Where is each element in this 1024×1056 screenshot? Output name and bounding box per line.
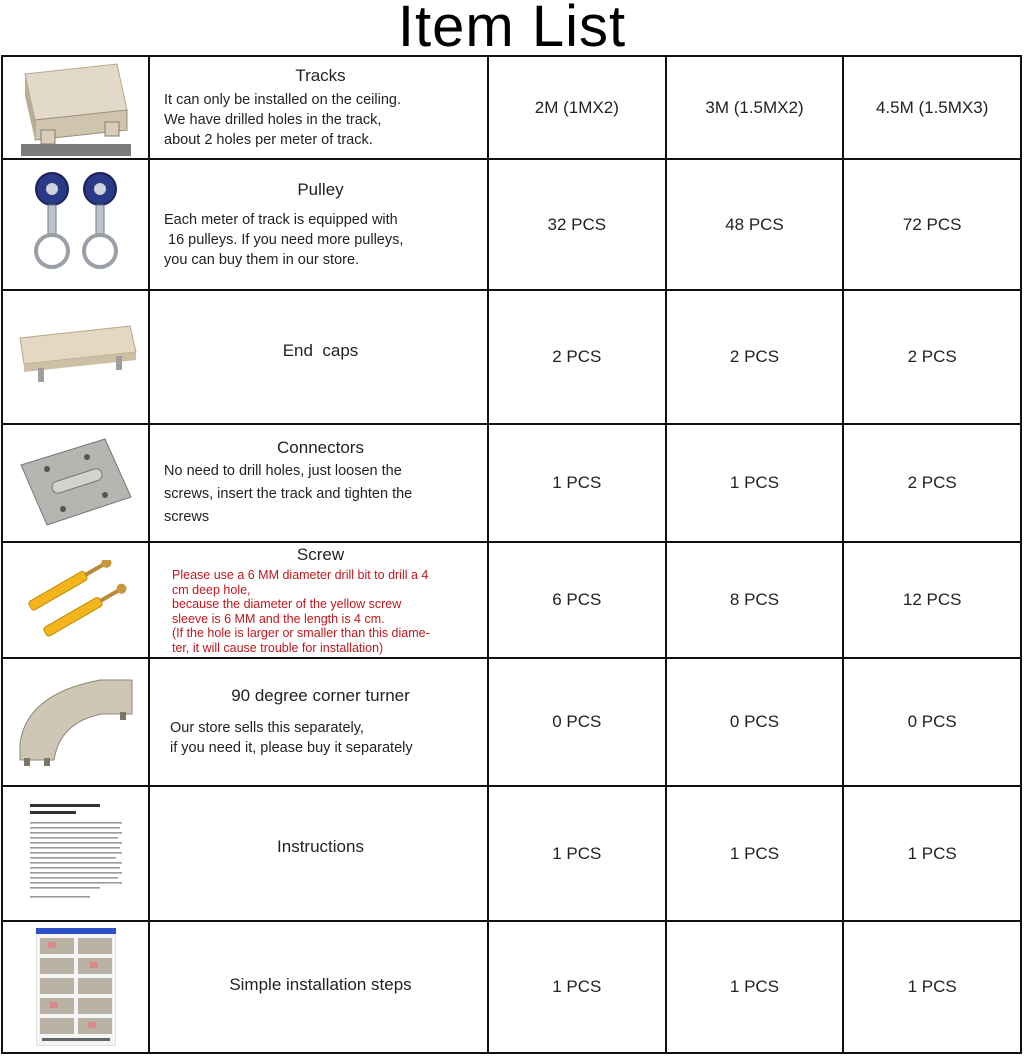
item-note: because the diameter of the yellow screw xyxy=(172,597,402,611)
item-description-cell xyxy=(149,786,488,921)
installation-steps-sheet-icon xyxy=(36,928,116,1046)
item-note: Our store sells this separately, xyxy=(170,720,364,736)
qty-2m: 1 PCS xyxy=(488,921,666,1053)
item-name: 90 degree corner turner xyxy=(231,686,410,705)
table-row xyxy=(2,542,1021,658)
qty-4-5m: 4.5M (1.5MX3) xyxy=(843,56,1021,159)
pulley-icon xyxy=(26,167,126,283)
item-note: ter, it will cause trouble for installation) xyxy=(172,640,384,655)
item-image-cell xyxy=(2,56,149,159)
qty-4-5m: 1 PCS xyxy=(843,921,1021,1053)
connector-plate-icon xyxy=(17,435,135,531)
item-name: Pulley xyxy=(297,179,344,199)
item-name: Screw xyxy=(296,545,345,564)
item-name: Tracks xyxy=(295,65,346,85)
page-title: Item List xyxy=(397,0,627,59)
item-name: Connectors xyxy=(277,437,364,457)
table-row xyxy=(2,658,1021,786)
end-cap-icon xyxy=(14,324,138,390)
item-image-cell xyxy=(2,424,149,542)
item-description-cell xyxy=(149,56,488,159)
item-description-cell xyxy=(149,542,488,658)
item-name: End caps xyxy=(282,341,359,360)
item-image-cell xyxy=(2,159,149,290)
qty-3m: 8 PCS xyxy=(666,542,844,658)
item-note: if you need it, please buy it separately xyxy=(170,740,413,756)
qty-4-5m: 1 PCS xyxy=(843,786,1021,921)
table-row xyxy=(2,56,1021,159)
table-row xyxy=(2,786,1021,921)
item-description-cell xyxy=(149,921,488,1053)
item-description-cell xyxy=(149,159,488,290)
item-name: Simple installation steps xyxy=(229,975,412,994)
item-note: Each meter of track is equipped with xyxy=(164,211,398,228)
qty-2m: 0 PCS xyxy=(488,658,666,786)
item-image-cell xyxy=(2,921,149,1053)
screw-anchor-icon xyxy=(21,560,131,640)
qty-3m: 0 PCS xyxy=(666,658,844,786)
qty-2m: 32 PCS xyxy=(488,159,666,290)
qty-3m: 1 PCS xyxy=(666,424,844,542)
qty-3m: 3M (1.5MX2) xyxy=(666,56,844,159)
qty-2m: 2 PCS xyxy=(488,290,666,424)
item-note: No need to drill holes, just loosen the xyxy=(164,462,402,479)
qty-2m: 1 PCS xyxy=(488,786,666,921)
table-row xyxy=(2,424,1021,542)
item-note: Please use a 6 MM diameter drill bit to drill a 4 xyxy=(172,568,429,582)
item-description-cell xyxy=(149,290,488,424)
qty-4-5m: 2 PCS xyxy=(843,290,1021,424)
item-name: Instructions xyxy=(277,836,364,856)
qty-3m: 1 PCS xyxy=(666,921,844,1053)
qty-3m: 48 PCS xyxy=(666,159,844,290)
table-row xyxy=(2,159,1021,290)
item-description-cell xyxy=(149,658,488,786)
item-note: sleeve is 6 MM and the length is 4 cm. xyxy=(172,611,385,626)
table-row xyxy=(2,921,1021,1053)
qty-2m: 1 PCS xyxy=(488,424,666,542)
table-row xyxy=(2,290,1021,424)
item-list-table xyxy=(1,55,1022,1054)
item-note: cm deep hole, xyxy=(172,582,251,597)
qty-3m: 1 PCS xyxy=(666,786,844,921)
qty-4-5m: 72 PCS xyxy=(843,159,1021,290)
item-note: screws, insert the track and tighten the xyxy=(164,485,413,502)
item-image-cell xyxy=(2,542,149,658)
item-note: (If the hole is larger or smaller than this diame- xyxy=(172,626,430,640)
item-note: 16 pulleys. If you need more pulleys, xyxy=(164,231,404,248)
qty-4-5m: 12 PCS xyxy=(843,542,1021,658)
item-note: It can only be installed on the ceiling. xyxy=(164,91,401,108)
item-image-cell xyxy=(2,658,149,786)
qty-4-5m: 0 PCS xyxy=(843,658,1021,786)
item-note: We have drilled holes in the track, xyxy=(164,111,382,128)
item-note: you can buy them in our store. xyxy=(164,251,360,268)
instruction-sheet-icon xyxy=(26,798,126,910)
item-image-cell xyxy=(2,290,149,424)
qty-2m: 6 PCS xyxy=(488,542,666,658)
track-rail-icon xyxy=(21,60,131,156)
corner-turner-icon xyxy=(16,674,136,770)
qty-2m: 2M (1MX2) xyxy=(488,56,666,159)
item-image-cell xyxy=(2,786,149,921)
item-note: screws xyxy=(164,508,210,525)
item-note: about 2 holes per meter of track. xyxy=(164,131,373,148)
qty-4-5m: 2 PCS xyxy=(843,424,1021,542)
qty-3m: 2 PCS xyxy=(666,290,844,424)
item-description-cell xyxy=(149,424,488,542)
